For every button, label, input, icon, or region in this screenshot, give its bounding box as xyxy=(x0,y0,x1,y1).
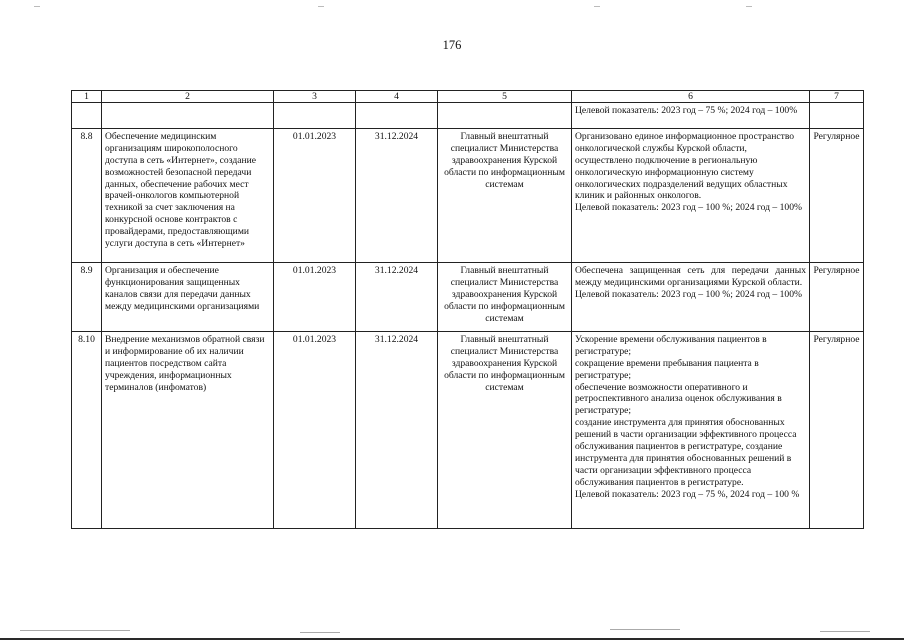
result-paragraph: Ускорение времени обслуживания пациентов в регистратуре; xyxy=(575,334,767,357)
target-indicator: Целевой показатель: 2023 год – 75 %, 2024 год – 100 % xyxy=(575,488,800,500)
activity-cell: Обеспечение медицинским организациям широкополосного доступа в сеть «Интернет», создание возможностей безопасной передачи данных, обеспечение рабочих мест врачей-онкологов компьютерной техникой за счет заключения на конкурсной основе контрактов с провайдерами, предоставляющими услуги доступа в сеть «Интернет» xyxy=(102,129,274,263)
type-cell: Регулярное xyxy=(810,332,864,529)
table-row xyxy=(72,129,864,263)
end-date: 31.12.2024 xyxy=(356,332,438,529)
measures-table xyxy=(71,90,864,529)
result-paragraph: сокращение времени пребывания пациента в регистратуре; xyxy=(575,357,759,381)
empty-cell xyxy=(438,103,572,129)
empty-cell xyxy=(810,103,864,129)
header-cell: 5 xyxy=(438,91,572,103)
type-cell: Регулярное xyxy=(810,129,864,263)
activity-cell: Внедрение механизмов обратной связи и информирование об их наличии пациентов посредством сайта учреждения, информационных терминалов (инфоматов) xyxy=(102,332,274,529)
activity-cell: Организация и обеспечение функционирования защищенных каналов связи для передачи данных между медицинскими организациями xyxy=(102,263,274,332)
row-number: 8.10 xyxy=(72,332,102,529)
target-indicator: Целевой показатель: 2023 год – 100 %; 2024 год – 100% xyxy=(575,288,802,300)
start-date: 01.01.2023 xyxy=(274,129,356,263)
empty-cell xyxy=(102,103,274,129)
target-indicator: Целевой показатель: 2023 год – 75 %; 2024 год – 100% xyxy=(575,105,798,116)
page-number: 176 xyxy=(442,38,462,52)
table-row xyxy=(72,263,864,332)
start-date: 01.01.2023 xyxy=(274,263,356,332)
header-cell: 1 xyxy=(72,91,102,103)
result-cell xyxy=(572,129,810,263)
result-paragraph: создание инструмента для принятия обоснованных решений в части организации эффективного процесса обслуживания пациентов в регистратуре, создание инструмента для принятия обоснованных решений в части организации эффективного процесса обслуживания пациентов в регистратуре. xyxy=(575,417,797,488)
header-cell: 7 xyxy=(810,91,864,103)
end-date: 31.12.2024 xyxy=(356,263,438,332)
result-cell xyxy=(572,103,810,129)
table-row-continuation xyxy=(72,103,864,129)
result-paragraph: Обеспечена защищенная сеть для передачи данных между медицинскими организациями Курской области. xyxy=(575,265,806,288)
table-row xyxy=(72,332,864,529)
scan-specks-top xyxy=(0,6,904,10)
header-cell: 4 xyxy=(356,91,438,103)
end-date: 31.12.2024 xyxy=(356,129,438,263)
empty-cell xyxy=(356,103,438,129)
result-paragraph: Организовано единое информационное пространство онкологической службы Курской области, осуществлено подключение в региональную онкологическую информационную систему онкологических подразделений ведущих областных клиник и районных онкологов. xyxy=(575,131,795,202)
start-date: 01.01.2023 xyxy=(274,332,356,529)
table-header-row xyxy=(72,91,864,103)
responsible-cell: Главный внештатный специалист Министерства здравоохранения Курской области по информационным системам xyxy=(438,129,572,263)
empty-cell xyxy=(72,103,102,129)
row-number: 8.9 xyxy=(72,263,102,332)
header-cell: 2 xyxy=(102,91,274,103)
empty-cell xyxy=(274,103,356,129)
result-paragraph: обеспечение возможности оперативного и ретроспективного анализа оценок обслуживания в регистратуре; xyxy=(575,381,782,417)
target-indicator: Целевой показатель: 2023 год – 100 %; 2024 год – 100% xyxy=(575,202,802,214)
header-cell: 6 xyxy=(572,91,810,103)
responsible-cell: Главный внештатный специалист Министерства здравоохранения Курской области по информационным системам xyxy=(438,263,572,332)
scan-specks-bottom xyxy=(0,626,904,636)
row-number: 8.8 xyxy=(72,129,102,263)
result-cell xyxy=(572,263,810,332)
type-cell: Регулярное xyxy=(810,263,864,332)
result-cell xyxy=(572,332,810,529)
responsible-cell: Главный внештатный специалист Министерства здравоохранения Курской области по информационным системам xyxy=(438,332,572,529)
header-cell: 3 xyxy=(274,91,356,103)
